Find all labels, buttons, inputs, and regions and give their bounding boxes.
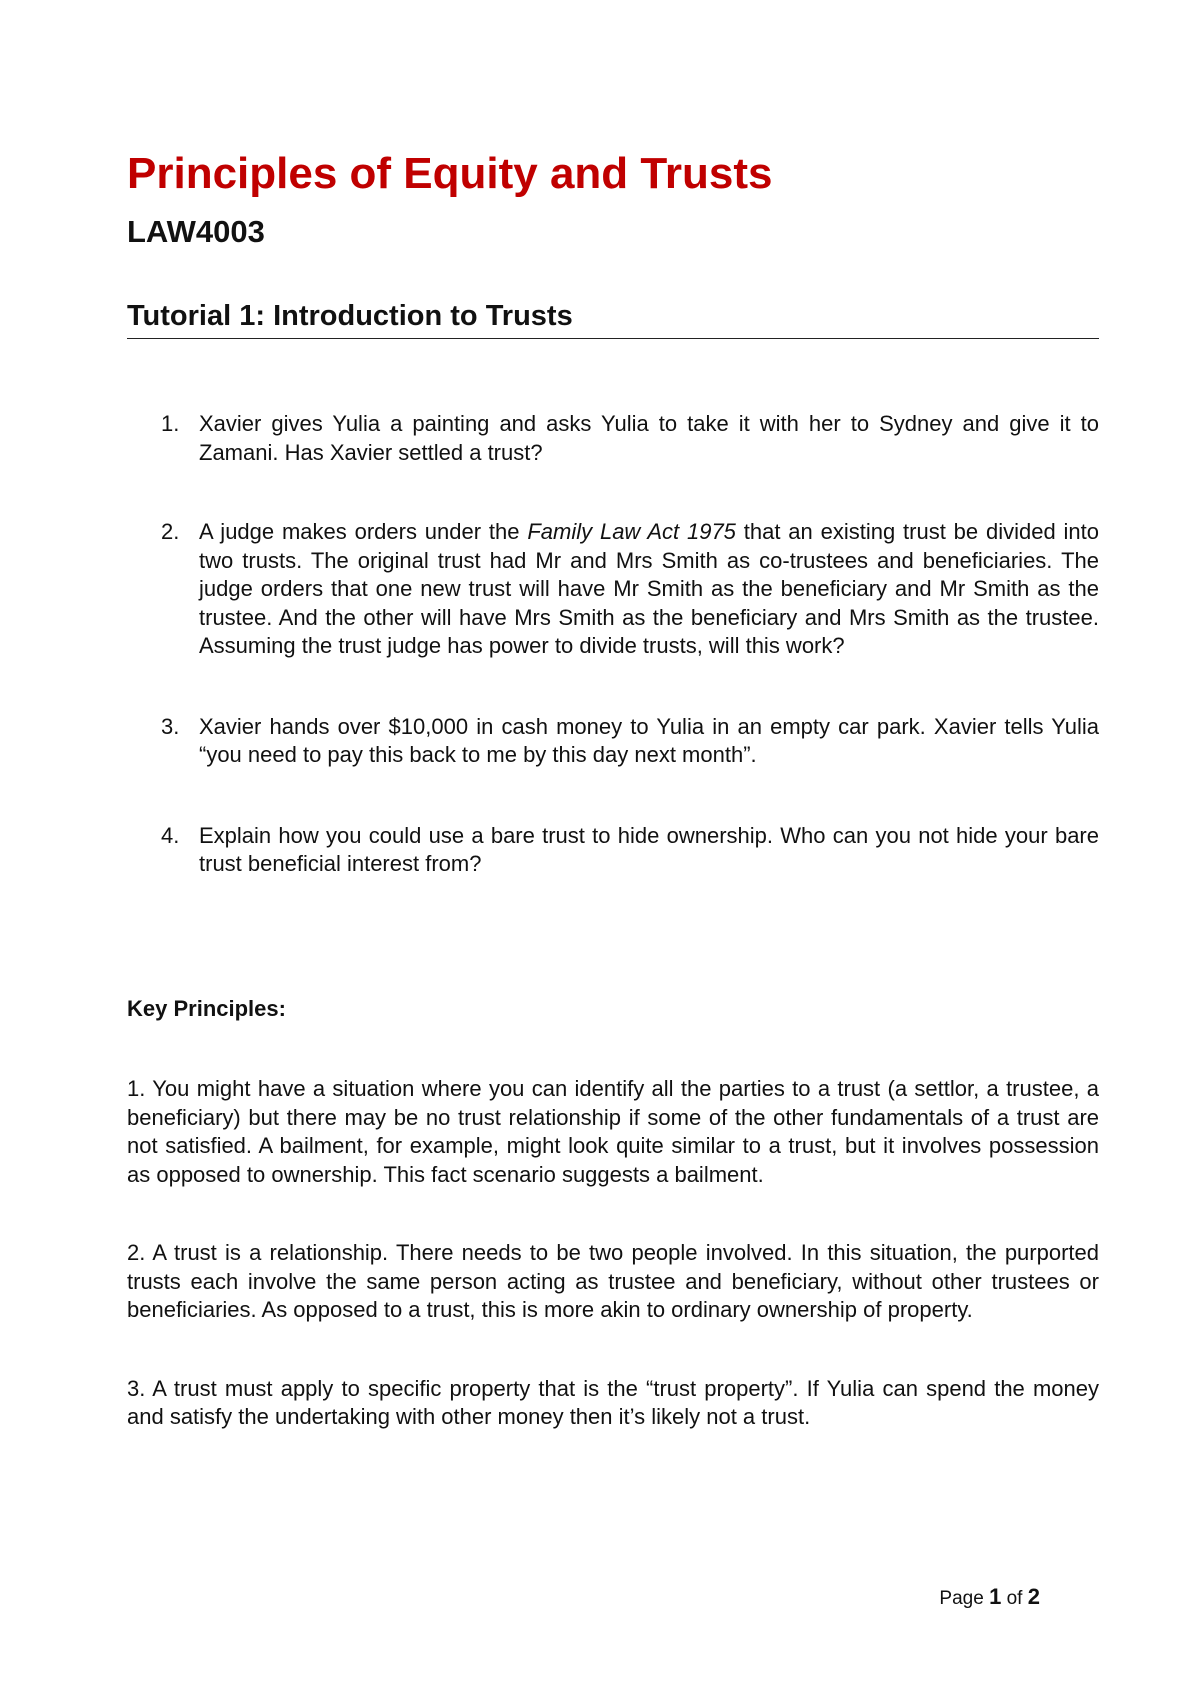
question-number: 3. [161,713,180,739]
question-text-start: A judge makes orders under the [199,519,528,544]
key-principles-list [127,1075,1099,1432]
of-label: of [1006,1588,1023,1609]
question-item [127,822,1099,879]
principle-item: 2. A trust is a relationship. There needs to be two people involved. In this situation, the purported trusts each involve the same person acting as trustee and beneficiary, without other trustees or beneficiaries. As opposed to a trust, this is more akin to ordinary ownership of property. [127,1240,1099,1322]
total-pages: 2 [1027,1584,1040,1609]
question-text: Explain how you could use a bare trust to hide ownership. Who can you not hide your bare trust beneficial interest from? [199,822,1099,876]
page-number [939,1584,1040,1610]
document-title: Principles of Equity and Trusts [127,149,773,198]
question-number: 1. [161,411,180,436]
page-label: Page [939,1588,984,1609]
tutorial-heading: Tutorial 1: Introduction to Trusts [127,300,1099,339]
course-code: LAW4003 [127,214,265,249]
principle-item: 1. You might have a situation where you can identify all the parties to a trust (a settlor, a trustee, a beneficiary) but there may be no trust relationship if some of the other fundamentals of a trust are not satisfied. A bailment, for example, might look quite similar to a trust, but it involves possession as opposed to ownership. This fact scenario suggests a bailment. [127,1076,1099,1187]
question-number: 2. [161,519,180,544]
question-item [127,713,1099,770]
question-text-end: that an existing trust be divided into two trusts. The original trust had Mr and Mrs Smith as co-trustees and beneficiaries. The judge orders that one new trust will have Mr Smith as the beneficiary and Mr Smith as the trustee. And the other will have Mrs Smith as the beneficiary and Mrs Smith as the trustee. Assuming the trust judge has power to divide trusts, will this work? [199,519,1100,658]
question-item [127,410,1099,467]
question-item [127,518,1099,661]
question-text: Xavier hands over $10,000 in cash money to Yulia in an empty car park. Xavier tells Yulia “you need to pay this back to me by this day next month”. [199,713,1099,767]
question-number: 4. [161,822,180,848]
key-principles-heading: Key Principles: [127,996,286,1021]
question-text: Xavier gives Yulia a painting and asks Yulia to take it with her to Sydney and give it to Zamani. Has Xavier settled a trust? [199,411,1099,465]
principle-item: 3. A trust must apply to specific property that is the “trust property”. If Yulia can spend the money and satisfy the undertaking with other money then it’s likely not a trust. [127,1375,1099,1429]
current-page: 1 [989,1584,1002,1609]
question-list [127,410,1099,879]
statute-name: Family Law Act 1975 [527,519,736,544]
